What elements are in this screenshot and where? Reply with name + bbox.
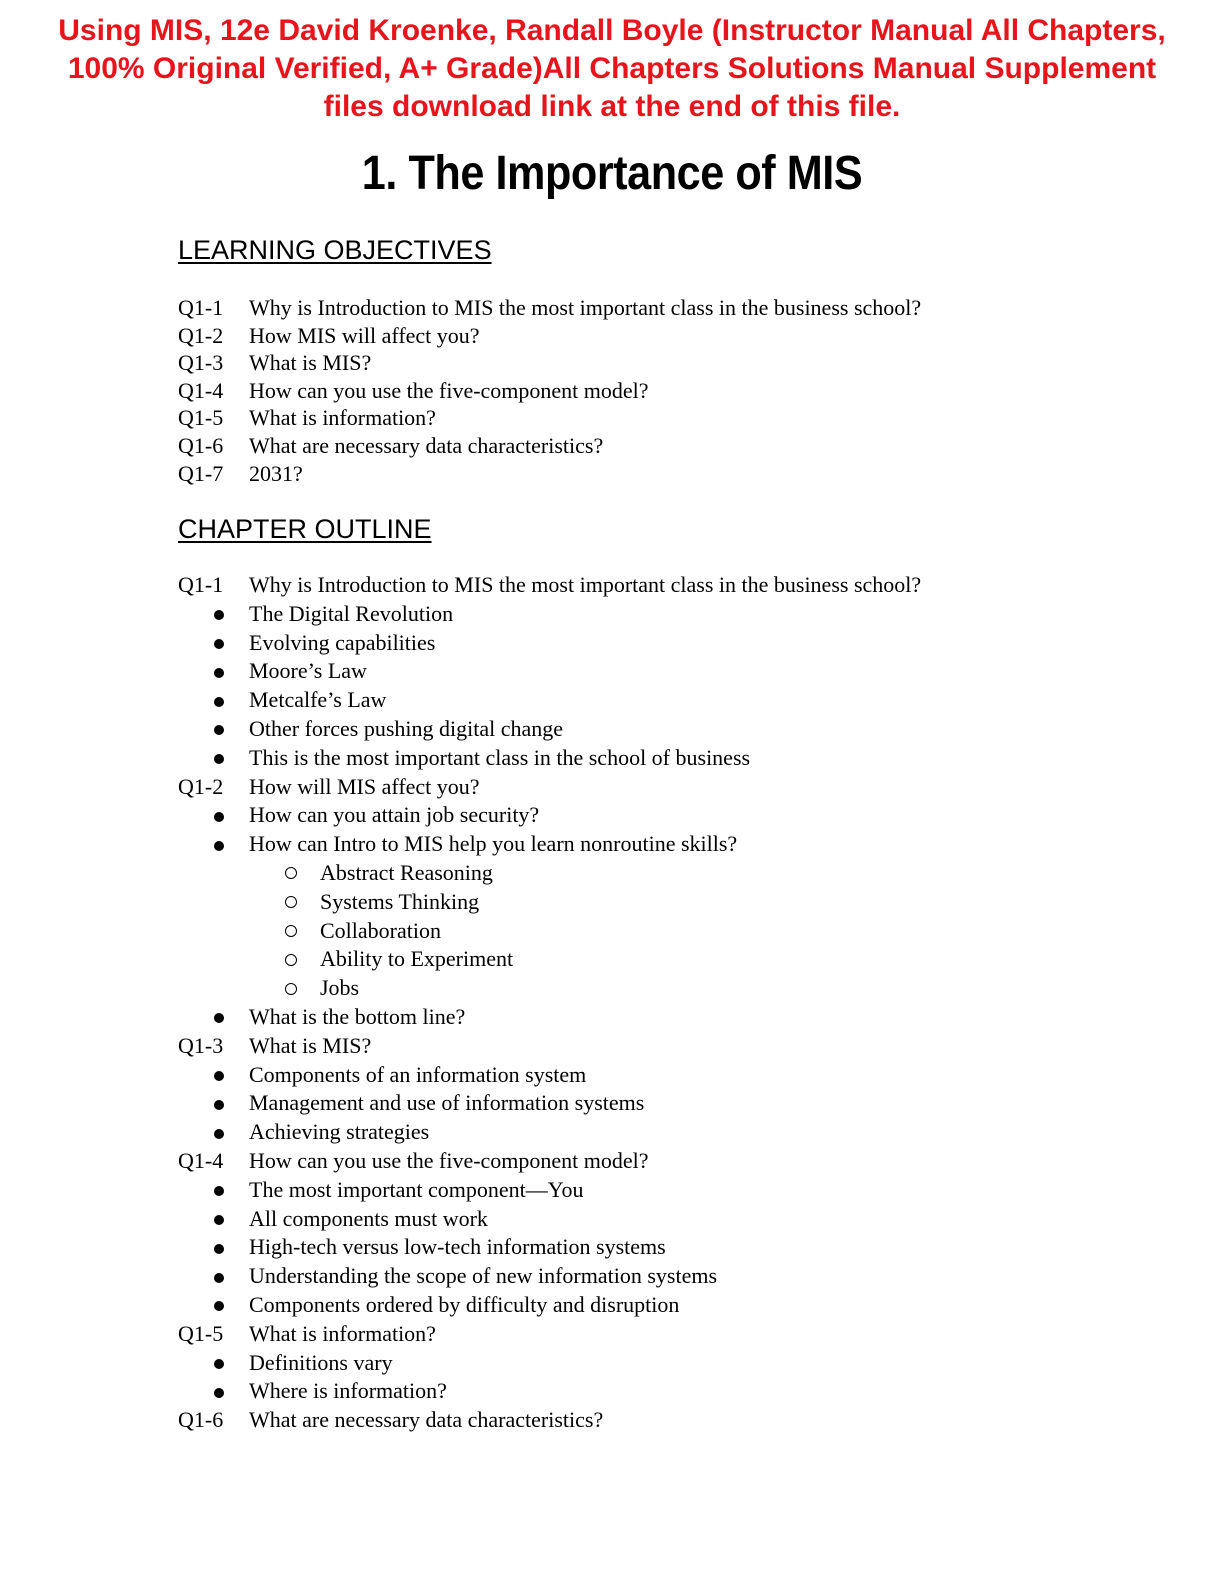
objective-text: How can you use the five-component model? bbox=[249, 377, 649, 403]
outline-question-text: How will MIS affect you? bbox=[249, 773, 480, 799]
objective-number: Q1-3 bbox=[178, 350, 224, 376]
bullet-icon bbox=[214, 1100, 224, 1110]
bullet-icon bbox=[214, 754, 224, 764]
bullet-icon bbox=[214, 1244, 224, 1254]
outline-bullet-text: Definitions vary bbox=[249, 1349, 393, 1375]
objective-number: Q1-4 bbox=[178, 377, 224, 403]
outline-bullet-text: High-tech versus low-tech information systems bbox=[249, 1234, 666, 1260]
outline-bullet-text: Where is information? bbox=[249, 1378, 447, 1404]
hollow-bullet-icon bbox=[285, 867, 297, 879]
objective-text: Why is Introduction to MIS the most important class in the business school? bbox=[249, 295, 922, 320]
outline-question-number: Q1-2 bbox=[178, 773, 224, 799]
bullet-icon bbox=[214, 697, 224, 707]
bullet-icon bbox=[214, 1186, 224, 1196]
outline-question-text: What is MIS? bbox=[249, 1032, 372, 1058]
bullet-icon bbox=[214, 1215, 224, 1225]
outline-bullet-text: Understanding the scope of new information systems bbox=[249, 1263, 718, 1289]
outline-subbullet-text: Systems Thinking bbox=[320, 888, 480, 914]
outline-bullet-text: Metcalfe’s Law bbox=[249, 687, 387, 713]
objective-text: What is information? bbox=[249, 405, 436, 431]
banner-line-2: 100% Original Verified, A+ Grade)All Chapters Solutions Manual Supplement bbox=[67, 52, 1157, 85]
outline-bullet-text: How can Intro to MIS help you learn nonroutine skills? bbox=[249, 831, 738, 857]
outline-bullet-text: All components must work bbox=[249, 1205, 488, 1231]
outline-bullet-text: Other forces pushing digital change bbox=[249, 715, 564, 741]
outline-subbullet-text: Abstract Reasoning bbox=[320, 859, 493, 885]
objective-text: 2031? bbox=[249, 460, 303, 486]
hollow-bullet-icon bbox=[285, 925, 297, 937]
outline-question-text: What are necessary data characteristics? bbox=[249, 1407, 604, 1433]
bullet-icon bbox=[214, 725, 224, 735]
chapter-title: 1. The Importance of MIS bbox=[361, 147, 863, 200]
bullet-icon bbox=[214, 1013, 224, 1023]
learning-objectives-heading: LEARNING OBJECTIVES bbox=[178, 235, 492, 265]
bullet-icon bbox=[214, 841, 224, 851]
bullet-icon bbox=[214, 812, 224, 822]
objective-number: Q1-1 bbox=[178, 295, 224, 320]
outline-question-number: Q1-4 bbox=[178, 1147, 224, 1173]
outline-question-text: How can you use the five-component model? bbox=[249, 1147, 649, 1173]
outline-subbullet-text: Ability to Experiment bbox=[320, 946, 514, 972]
banner-line-3: files download link at the end of this file. bbox=[323, 90, 901, 123]
outline-subbullet-text: Jobs bbox=[320, 975, 360, 1001]
bullet-icon bbox=[214, 1273, 224, 1283]
bullet-icon bbox=[214, 1071, 224, 1081]
outline-bullet-text: This is the most important class in the school of business bbox=[249, 744, 751, 770]
bullet-icon bbox=[214, 1301, 224, 1311]
objective-number: Q1-5 bbox=[178, 405, 224, 431]
outline-question-text: What is information? bbox=[249, 1320, 436, 1346]
objective-text: What is MIS? bbox=[249, 350, 372, 376]
hollow-bullet-icon bbox=[285, 896, 297, 908]
outline-bullet-text: How can you attain job security? bbox=[249, 802, 540, 828]
objective-number: Q1-2 bbox=[178, 322, 224, 348]
bullet-icon bbox=[214, 1129, 224, 1139]
hollow-bullet-icon bbox=[285, 954, 297, 966]
outline-bullet-text: What is the bottom line? bbox=[249, 1003, 466, 1029]
outline-bullet-text: Achieving strategies bbox=[249, 1119, 430, 1145]
outline-question-text: Why is Introduction to MIS the most important class in the business school? bbox=[249, 572, 922, 597]
outline-bullet-text: The most important component—You bbox=[249, 1176, 584, 1202]
outline-bullet-text: Evolving capabilities bbox=[249, 629, 436, 655]
outline-question-number: Q1-1 bbox=[178, 572, 224, 597]
outline-bullet-text: Components of an information system bbox=[249, 1061, 587, 1087]
bullet-icon bbox=[214, 639, 224, 649]
outline-question-number: Q1-6 bbox=[178, 1407, 224, 1433]
objective-text: How MIS will affect you? bbox=[249, 322, 480, 348]
bullet-icon bbox=[214, 1388, 224, 1398]
bullet-icon bbox=[214, 610, 224, 620]
chapter-outline-heading: CHAPTER OUTLINE bbox=[178, 514, 432, 544]
outline-question-number: Q1-3 bbox=[178, 1032, 224, 1058]
objective-number: Q1-6 bbox=[178, 432, 224, 458]
outline-question-number: Q1-5 bbox=[178, 1320, 224, 1346]
objective-text: What are necessary data characteristics? bbox=[249, 432, 604, 458]
bullet-icon bbox=[214, 668, 224, 678]
outline-subbullet-text: Collaboration bbox=[320, 917, 441, 943]
banner-line-1: Using MIS, 12e David Kroenke, Randall Boyle (Instructor Manual All Chapters, bbox=[58, 14, 1166, 47]
outline-bullet-text: Components ordered by difficulty and disruption bbox=[249, 1291, 680, 1317]
outline-bullet-text: Moore’s Law bbox=[249, 658, 367, 684]
bullet-icon bbox=[214, 1359, 224, 1369]
promo-banner bbox=[0, 12, 1224, 126]
outline-bullet-text: Management and use of information systems bbox=[249, 1090, 645, 1116]
hollow-bullet-icon bbox=[285, 983, 297, 995]
outline-bullet-text: The Digital Revolution bbox=[249, 600, 454, 626]
objective-number: Q1-7 bbox=[178, 460, 224, 486]
